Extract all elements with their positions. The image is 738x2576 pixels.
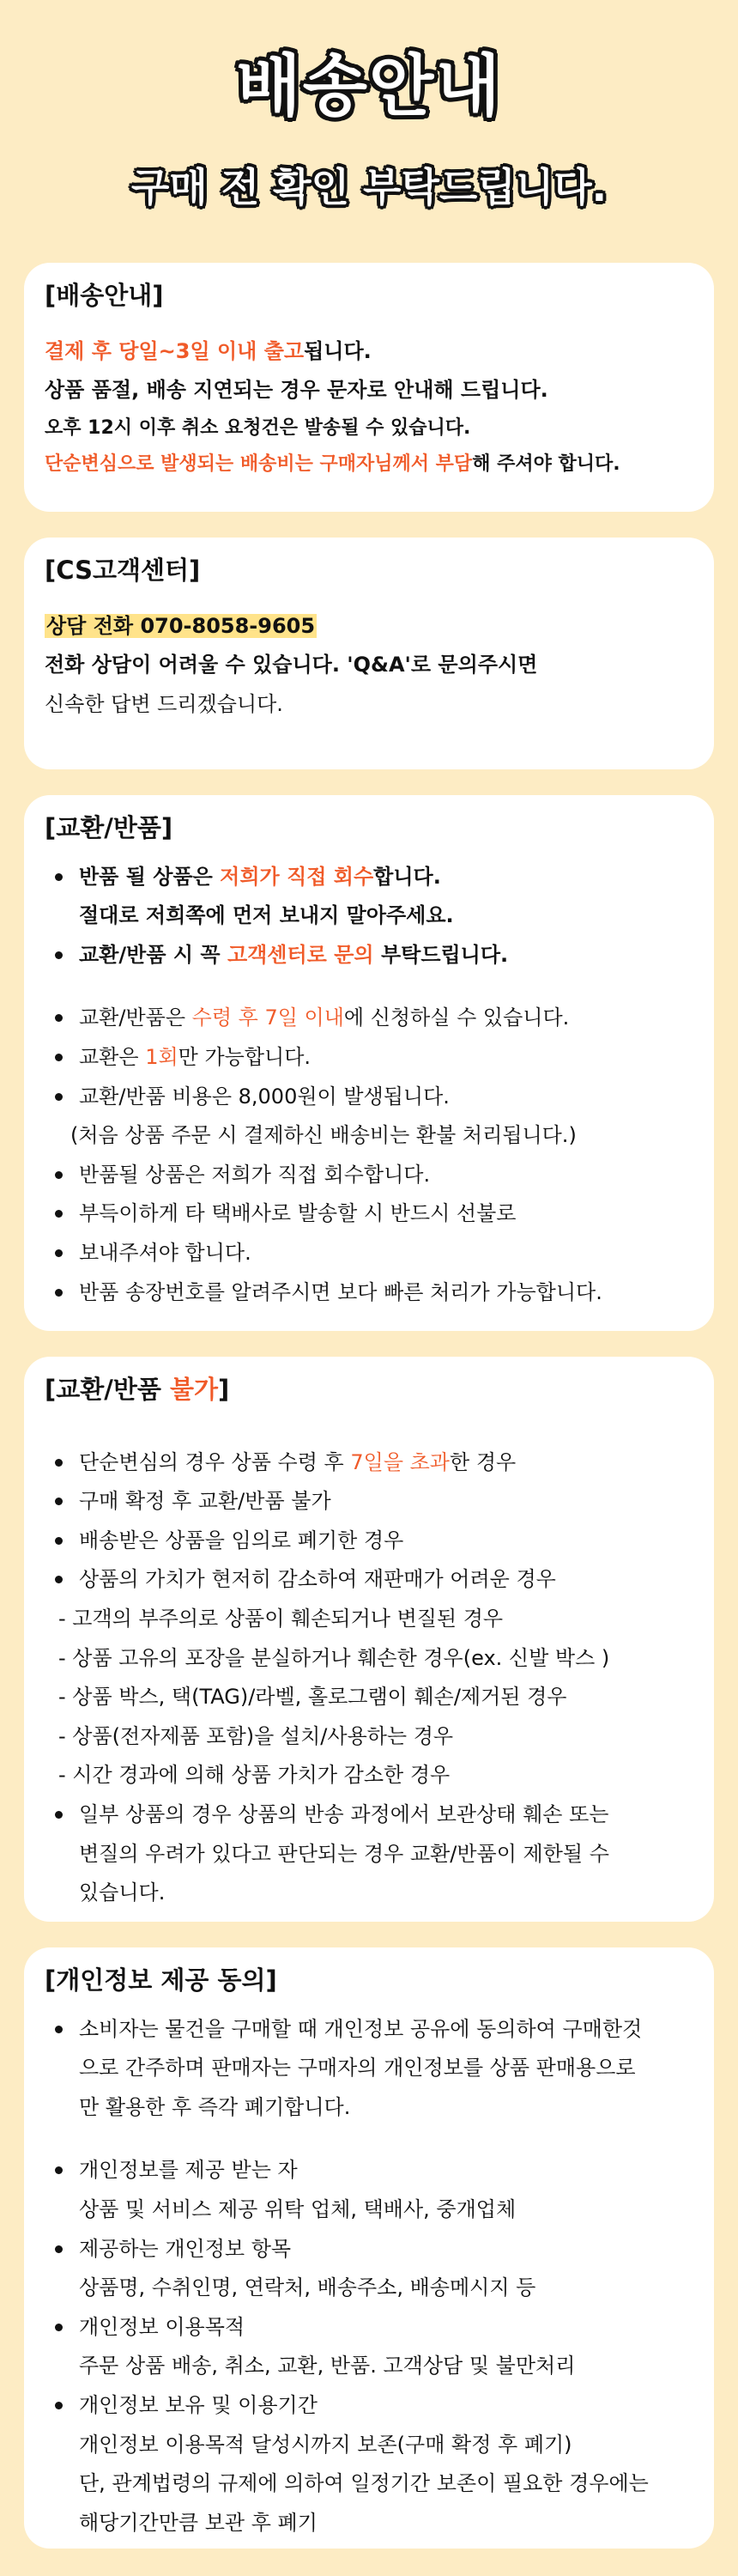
list-item: 상품의 가치가 현저히 감소하여 재판매가 어려운 경우	[45, 1560, 693, 1600]
privacy-list-1	[45, 2010, 693, 2050]
delivery-line-4-highlight: 단순변심으로 발생되는 배송비는 구매자님께서 부담	[45, 453, 473, 475]
list-item-continuation: 해당기간만큼 보관 후 폐기	[79, 2510, 318, 2535]
list-item: 개인정보 보유 및 이용기간	[45, 2386, 693, 2426]
delivery-line-4-rest: 해 주셔야 합니다.	[472, 453, 620, 475]
delivery-line-2: 상품 품절, 배송 지연되는 경우 문자로 안내해 드립니다.	[45, 378, 548, 403]
list-item: 구매 확정 후 교환/반품 불가	[45, 1482, 693, 1522]
list-item: 교환/반품 비용은 8,000원이 발생됩니다.	[45, 1078, 693, 1117]
cs-card	[24, 538, 714, 769]
list-item: 보내주셔야 합니다.	[45, 1234, 693, 1273]
delivery-title: [배송안내]	[45, 281, 164, 310]
list-item: 개인정보를 제공 받는 자	[45, 2151, 693, 2190]
list-item-continuation: 변질의 우려가 있다고 판단되는 경우 교환/반품이 제한될 수	[79, 1841, 609, 1866]
list-item-text: 교환/반품은	[79, 1005, 192, 1030]
list-item-continuation: 으로 간주하며 판매자는 구매자의 개인정보를 상품 판매용으로	[79, 2056, 636, 2081]
delivery-line-3: 오후 12시 이후 취소 요청건은 발송될 수 있습니다.	[45, 416, 471, 439]
list-item	[45, 936, 693, 975]
dash-item: - 상품 박스, 택(TAG)/라벨, 홀로그램이 훼손/제거된 경우	[58, 1685, 567, 1710]
list-item: 제공하는 개인정보 항목	[45, 2230, 693, 2269]
exchange-list-4	[45, 1156, 693, 1312]
page-subtitle: 구매 전 확인 부탁드립니다.	[130, 164, 608, 210]
exchange-list-3	[45, 999, 693, 1116]
delivery-line-1-rest: 됩니다.	[304, 338, 372, 363]
list-item-continuation: 있습니다.	[79, 1880, 166, 1905]
list-item-highlight: 저희가 직접 회수	[220, 864, 374, 889]
list-item-continuation: 절대로 저희쪽에 먼저 보내지 말아주세요.	[79, 903, 454, 928]
list-item	[45, 1038, 693, 1078]
cs-phone-line	[45, 607, 693, 647]
list-item-continuation: 개인정보 이용목적 달성시까지 보존(구매 확정 후 폐기)	[79, 2432, 572, 2457]
delivery-card	[24, 263, 714, 512]
privacy-list-3	[45, 2230, 693, 2269]
exchange-card	[24, 795, 714, 1331]
list-item: 반품될 상품은 저희가 직접 회수합니다.	[45, 1156, 693, 1195]
noexchange-title-text: [교환/반품	[45, 1375, 170, 1404]
list-item: 일부 상품의 경우 상품의 반송 과정에서 보관상태 훼손 또는	[45, 1795, 693, 1835]
exchange-list-1	[45, 858, 693, 897]
list-item-highlight: 1회	[145, 1044, 178, 1069]
list-item: 소비자는 물건을 구매할 때 개인정보 공유에 동의하여 구매한것	[45, 2010, 693, 2050]
privacy-card	[24, 1947, 714, 2549]
noexchange-title-highlight: 불가	[170, 1375, 219, 1404]
list-item-continuation: 주문 상품 배송, 취소, 교환, 반품. 고객상담 및 불만처리	[79, 2354, 576, 2379]
cs-phone: 상담 전화 070-8058-9605	[46, 613, 316, 638]
dash-item: - 고객의 부주의로 상품이 훼손되거나 변질된 경우	[58, 1606, 504, 1631]
noexchange-card	[24, 1357, 714, 1922]
noexchange-list-2	[45, 1795, 693, 1835]
list-item-continuation: (처음 상품 주문 시 결제하신 배송비는 환불 처리됩니다.)	[70, 1123, 577, 1148]
list-item-text: 단순변심의 경우 상품 수령 후	[79, 1449, 351, 1474]
list-item-text: 반품 될 상품은	[79, 864, 221, 889]
cs-line-2: 전화 상담이 어려울 수 있습니다. 'Q&A'로 문의주시면	[45, 653, 538, 677]
list-item: 배송받은 상품을 임의로 폐기한 경우	[45, 1522, 693, 1561]
cs-title: [CS고객센터]	[45, 556, 201, 585]
delivery-line-1-highlight: 결제 후 당일~3일 이내 출고	[45, 338, 305, 363]
list-item-highlight: 수령 후 7일 이내	[191, 1005, 344, 1030]
list-item-text: 부탁드립니다.	[373, 942, 509, 967]
delivery-line-4	[45, 447, 693, 483]
dash-item: - 시간 경과에 의해 상품 가치가 감소한 경우	[58, 1763, 451, 1788]
noexchange-title-text: ]	[218, 1375, 230, 1404]
list-item: 반품 송장번호를 알려주시면 보다 빠른 처리가 가능합니다.	[45, 1273, 693, 1313]
page-title: 배송안내	[236, 48, 502, 125]
cs-line-3: 신속한 답변 드리겠습니다.	[45, 691, 283, 716]
list-item-text: 한 경우	[450, 1449, 517, 1474]
list-item-text: 교환/반품 시 꼭	[79, 942, 227, 967]
privacy-list-2	[45, 2151, 693, 2190]
list-item-text: 에 신청하실 수 있습니다.	[343, 1005, 570, 1030]
noexchange-list-1	[45, 1443, 693, 1600]
list-item-text: 만 가능합니다.	[178, 1044, 312, 1069]
list-item	[45, 858, 693, 897]
list-item-continuation: 만 활용한 후 즉각 폐기합니다.	[79, 2094, 351, 2119]
delivery-line-1	[45, 332, 693, 372]
list-item-text: 교환은	[79, 1044, 146, 1069]
privacy-list-5	[45, 2386, 693, 2426]
list-item-text: 합니다.	[373, 864, 441, 889]
list-item-highlight: 7일을 초과	[350, 1449, 450, 1474]
list-item: 개인정보 이용목적	[45, 2308, 693, 2348]
privacy-list-4	[45, 2308, 693, 2348]
list-item	[45, 1443, 693, 1483]
privacy-title: [개인정보 제공 동의]	[45, 1965, 277, 1995]
noexchange-title	[45, 1372, 693, 1407]
list-item-continuation: 단, 관계법령의 규제에 의하여 일정기간 보존이 필요한 경우에는	[79, 2471, 649, 2496]
list-item-continuation: 상품명, 수취인명, 연락처, 배송주소, 배송메시지 등	[79, 2275, 536, 2300]
exchange-list-2	[45, 936, 693, 975]
list-item-highlight: 고객센터로 문의	[227, 942, 374, 967]
dash-item: - 상품(전자제품 포함)을 설치/사용하는 경우	[58, 1723, 454, 1748]
list-item	[45, 999, 693, 1038]
list-item: 부득이하게 타 택배사로 발송할 시 반드시 선불로	[45, 1194, 693, 1234]
exchange-title: [교환/반품]	[45, 813, 173, 842]
list-item-continuation: 상품 및 서비스 제공 위탁 업체, 택배사, 중개업체	[79, 2196, 517, 2221]
dash-item: - 상품 고유의 포장을 분실하거나 훼손한 경우(ex. 신발 박스 )	[58, 1645, 610, 1670]
